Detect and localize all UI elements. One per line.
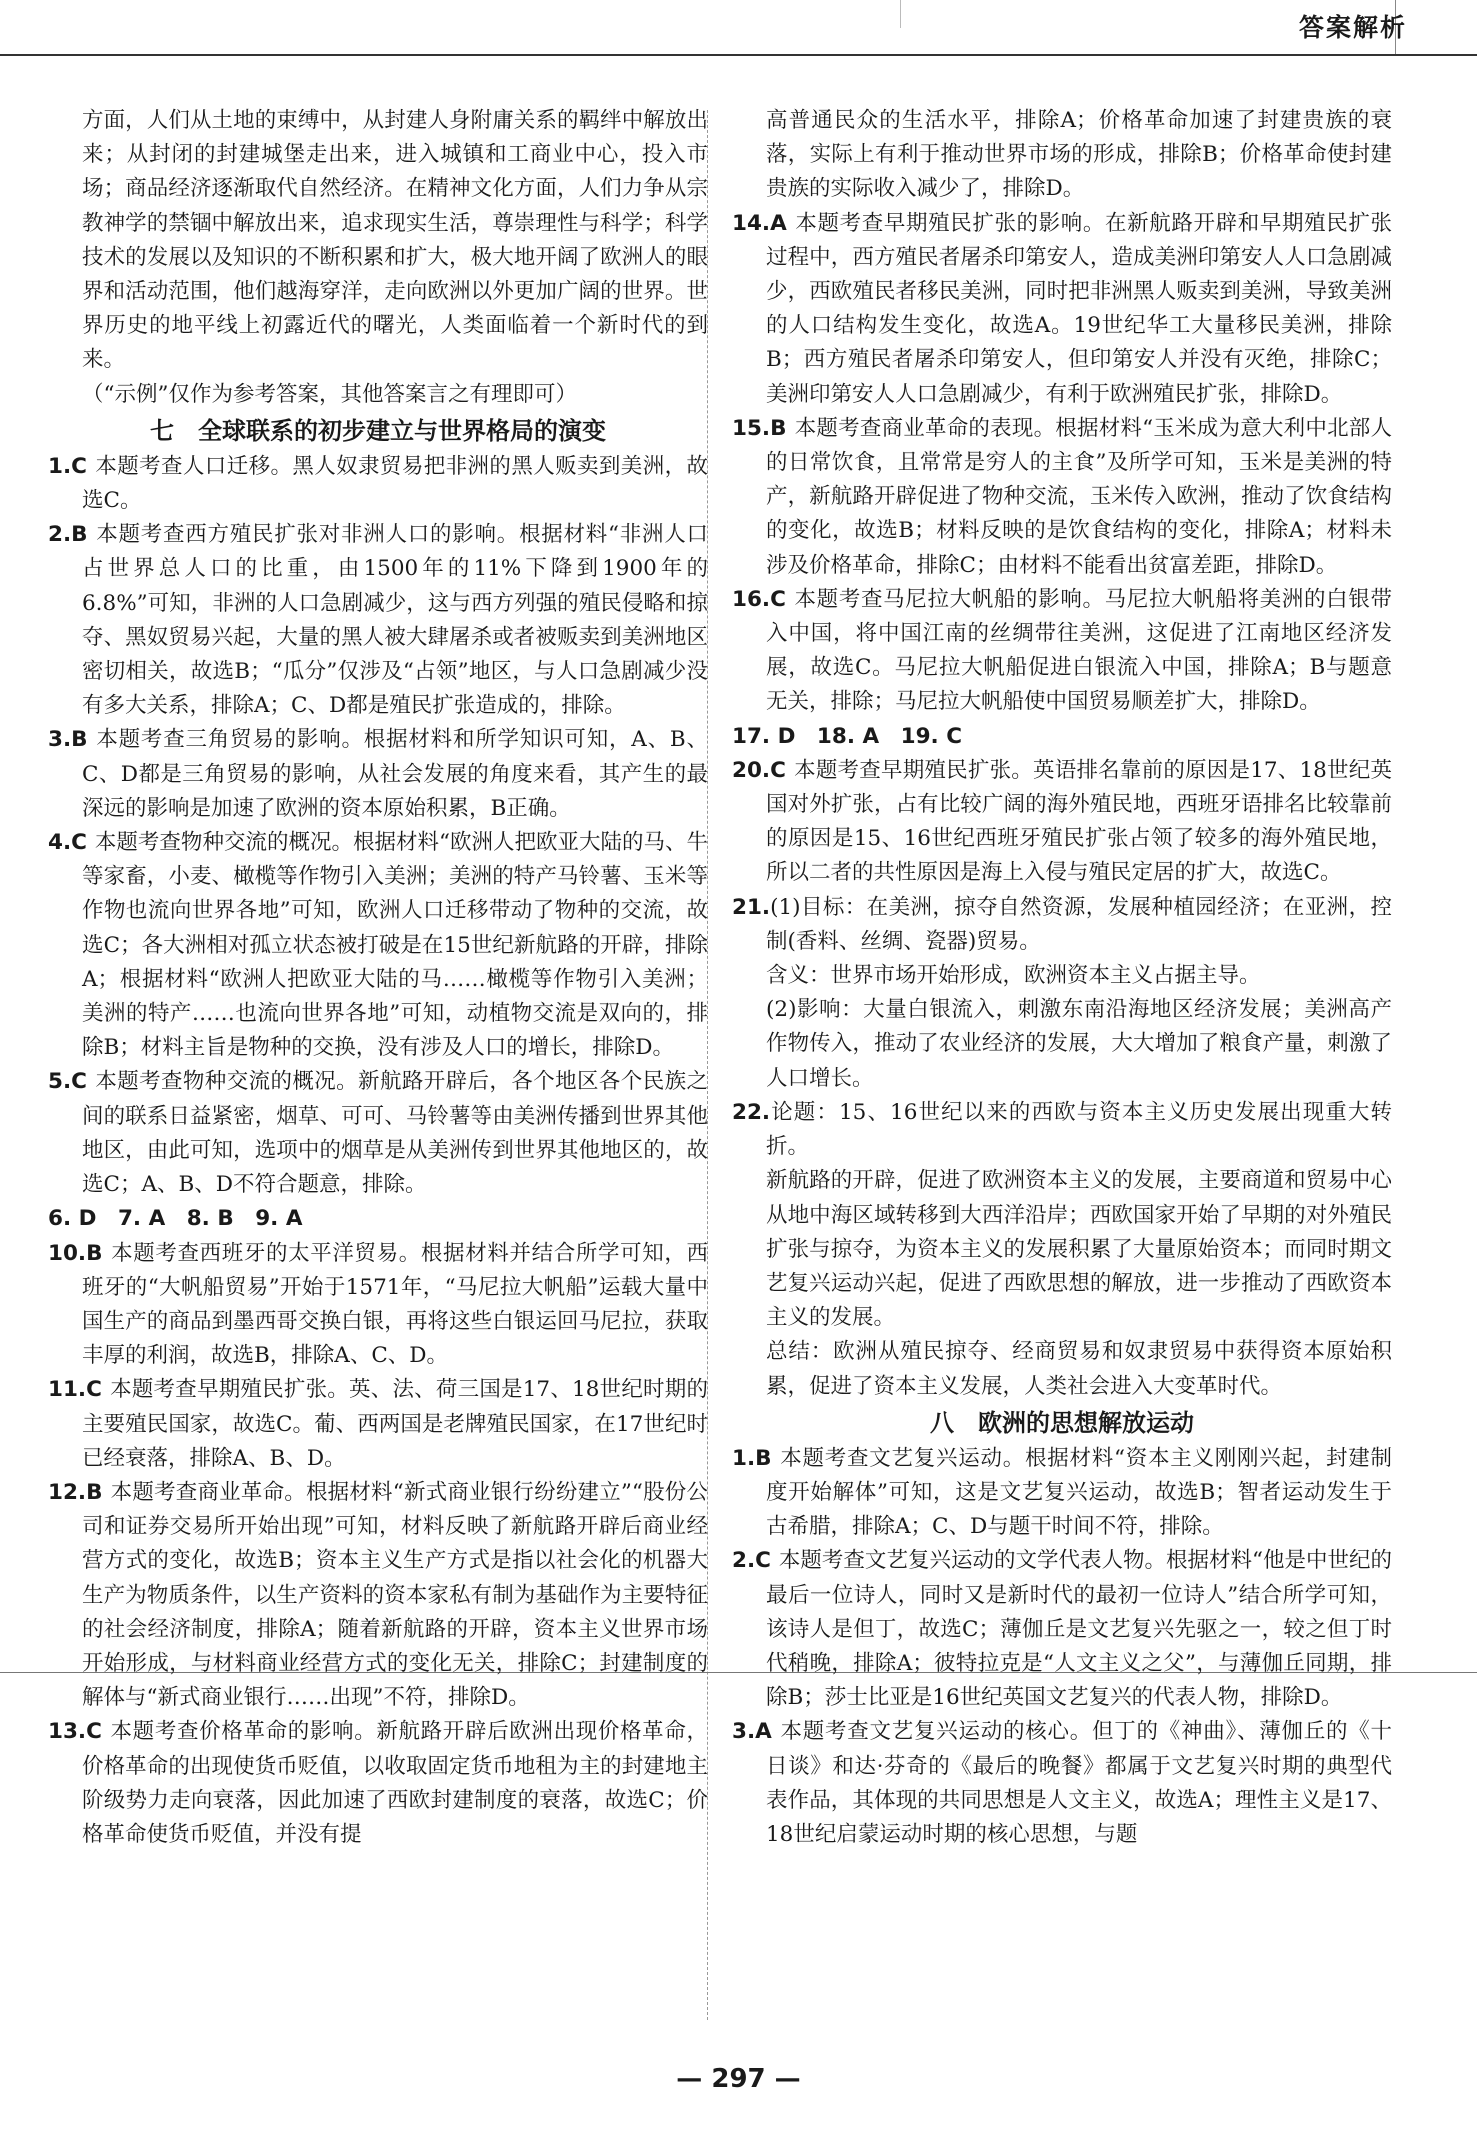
item-number: 2. <box>48 522 72 548</box>
answer-item <box>732 1544 1392 1715</box>
answer-item <box>48 518 708 723</box>
item-answer: A <box>770 210 787 236</box>
item-number: 1. <box>732 1445 756 1471</box>
item-number: 15. <box>732 415 771 441</box>
item-number: 11. <box>48 1377 87 1403</box>
item-number: 14. <box>732 210 771 236</box>
item-subtext: (2)影响：大量白银流入，刺激东南沿海地区经济发展；美洲高产作物传入，推动了农业经济的发展，大大增加了粮食产量，刺激了人口增长。 <box>766 997 1392 1091</box>
item-explanation: 本题考查物种交流的概况。根据材料“欧洲人把欧亚大陆的马、牛等家畜，小麦、橄榄等作物引入美洲；美洲的特产马铃薯、玉米等作物也流向世界各地”可知，欧洲人口迁移带动了物种的交流，故选C；各大洲相对孤立状态被打破是在15世纪新航路的开辟，排除A；根据材料“欧洲人把欧亚大陆的马……橄榄等作物引入美洲；美洲的特产……也流向世界各地”可知，动植物交流是双向的，排除B；材料主旨是物种的交换，没有涉及人口的增长，排除D。 <box>82 830 708 1061</box>
item-explanation: 本题考查西班牙的太平洋贸易。根据材料并结合所学可知，西班牙的“大帆船贸易”开始于1571年，“马尼拉大帆船”运载大量中国生产的商品到墨西哥交换白银，再将这些白银运回马尼拉，获取丰厚的利润，故选B，排除A、C、D。 <box>82 1240 708 1369</box>
page-number: — 297 — <box>676 2064 801 2094</box>
item-number: 12. <box>48 1479 87 1505</box>
header-rule <box>0 54 1477 56</box>
item-subtext: 含义：世界市场开始形成，欧洲资本主义占据主导。 <box>766 963 1261 989</box>
continuation-text: 方面，人们从土地的束缚中，从封建人身附庸关系的羁绊中解放出来；从封闭的封建城堡走出来，进入城镇和工商业中心，投入市场；商品经济逐渐取代自然经济。在精神文化方面，人们力争从宗教神学的禁锢中解放出来，追求现实生活，尊崇理性与科学；科学技术的发展以及知识的不断积累和扩大，极大地开阔了欧洲人的眼界和活动范围，他们越海穿洋，走向欧洲以外更加广阔的世界。世界历史的地平线上初露近代的曙光，人类面临着一个新时代的到来。 <box>82 108 708 373</box>
item-number: 3. <box>48 727 72 753</box>
item-explanation: 本题考查马尼拉大帆船的影响。马尼拉大帆船将美洲的白银带入中国，将中国江南的丝绸带往美洲，这促进了江南地区经济发展，故选C。马尼拉大帆船促进白银流入中国，排除A；B与题意无关，排除；马尼拉大帆船使中国贸易顺差扩大，排除D。 <box>766 586 1392 715</box>
answer-item <box>732 1442 1392 1545</box>
header-title: 答案解析 <box>1298 13 1407 42</box>
item-answer: A <box>755 1719 772 1745</box>
section-title: 八 欧洲的思想解放运动 <box>930 1408 1194 1437</box>
item-number: 16. <box>732 586 771 612</box>
answer-item <box>732 207 1392 412</box>
item-answer: C <box>71 1069 87 1095</box>
item-number: 2. <box>732 1548 756 1574</box>
short-answers: 17. D 18. A 19. C <box>732 723 962 749</box>
answer-item <box>48 723 708 826</box>
answer-item <box>732 412 1392 583</box>
answer-item <box>48 826 708 1065</box>
item-explanation: 本题考查物种交流的概况。新航路开辟后，各个地区各个民族之间的联系日益紧密，烟草、可可、马铃薯等由美洲传播到世界其他地区，由此可知，选项中的烟草是从美洲传到世界其他地区的，故选C；A、B、D不符合题意，排除。 <box>82 1069 708 1198</box>
right-column <box>732 104 1392 1852</box>
page-header <box>0 0 1477 60</box>
item-explanation: 本题考查商业革命的表现。根据材料“玉米成为意大利中北部人的日常饮食，且常常是穷人的主食”及所学可知，玉米是美洲的特产，新航路开辟促进了物种交流，玉米传入欧洲，推动了饮食结构的变化，故选B；材料反映的是饮食结构的变化，排除A；材料未涉及价格革命，排除C；由材料不能看出贫富差距，排除D。 <box>766 415 1392 578</box>
short-answers: 6. D 7. A 8. B 9. A <box>48 1206 303 1232</box>
item-explanation: 本题考查文艺复兴运动。根据材料“资本主义刚刚兴起，封建制度开始解体”可知，这是文艺复兴运动，故选B；智者运动发生于古希腊，排除A；C、D与题干时间不符，排除。 <box>766 1445 1392 1540</box>
item-subtext: 新航路的开辟，促进了欧洲资本主义的发展，主要商道和贸易中心从地中海区域转移到大西洋沿岸；西欧国家开始了早期的对外殖民扩张与掠夺，为资本主义的发展积累了大量原始资本；而同时期文艺复兴运动兴起，促进了西欧思想的解放，进一步推动了西欧资本主义的发展。 <box>766 1168 1392 1331</box>
item-answer: C <box>755 1548 771 1574</box>
answer-item <box>732 1715 1392 1852</box>
item-answer: C <box>86 1377 102 1403</box>
answer-item <box>48 1373 708 1476</box>
answer-item <box>732 891 1392 959</box>
item-explanation: 本题考查早期殖民扩张的影响。在新航路开辟和早期殖民扩张过程中，西方殖民者屠杀印第安人，造成美洲印第安人人口急剧减少，西欧殖民者移民美洲，同时把非洲黑人贩卖到美洲，导致美洲的人口结构发生变化，故选A。19世纪华工大量移民美洲，排除B；西方殖民者屠杀印第安人，但印第安人并没有灭绝，排除C；美洲印第安人人口急剧减少，有利于欧洲殖民扩张，排除D。 <box>766 210 1392 407</box>
item-number: 3. <box>732 1719 756 1745</box>
answer-item <box>48 450 708 518</box>
item-answer: B <box>770 415 787 441</box>
answer-item <box>732 754 1392 891</box>
item-number: 20. <box>732 757 771 783</box>
item-explanation: 本题考查三角贸易的影响。根据材料和所学知识可知，A、B、C、D都是三角贸易的影响，从社会发展的角度来看，其产生的最深远的影响是加速了欧洲的资本原始积累，B正确。 <box>82 727 708 821</box>
item-number: 13. <box>48 1719 87 1745</box>
item-number: 5. <box>48 1069 72 1095</box>
item-answer: C <box>71 830 87 856</box>
answer-item <box>48 1065 708 1202</box>
item-thesis: 论题：15、16世纪以来的西欧与资本主义历史发展出现重大转折。 <box>766 1099 1392 1160</box>
item-number: 1. <box>48 453 72 479</box>
answer-item <box>48 1237 708 1374</box>
item-explanation: 本题考查西方殖民扩张对非洲人口的影响。根据材料“非洲人口占世界总人口的比重，由1500年的11%下降到1900年的6.8%”可知，非洲的人口急剧减少，这与西方列强的殖民侵略和掠夺、黑奴贸易兴起，大量的黑人被大肆屠杀或者被贩卖到美洲地区密切相关，故选B；“瓜分”仅涉及“占领”地区，与人口急剧减少没有多大关系，排除A；C、D都是殖民扩张造成的，排除。 <box>82 522 708 719</box>
item-part: (1)目标：在美洲，掠夺自然资源，发展种植园经济；在亚洲，控制(香料、丝绸、瓷器)贸易。 <box>766 894 1392 954</box>
item-number: 22. <box>732 1099 771 1125</box>
item-explanation: 本题考查价格革命的影响。新航路开辟后欧洲出现价格革命，价格革命的出现使货币贬值，以收取固定货币地租为主的封建地主阶级势力走向衰落，因此加速了西欧封建制度的衰落，故选C；价格革命使货币贬值，并没有提 <box>82 1719 708 1847</box>
answer-item <box>732 583 1392 720</box>
item-subtext: 总结：欧洲从殖民掠夺、经商贸易和奴隶贸易中获得资本原始积累，促进了资本主义发展，人类社会进入大变革时代。 <box>766 1339 1392 1399</box>
item-answer: B <box>755 1445 772 1471</box>
answer-item <box>48 1476 708 1715</box>
item-answer: C <box>770 757 786 783</box>
item-answer: B <box>71 522 88 548</box>
item-answer: C <box>770 586 786 612</box>
item-answer: B <box>86 1479 103 1505</box>
item-answer: C <box>86 1719 102 1745</box>
note-text: （“示例”仅作为参考答案，其他答案言之有理即可） <box>82 381 577 407</box>
item-explanation: 本题考查文艺复兴运动的文学代表人物。根据材料“他是中世纪的最后一位诗人，同时又是新时代的最初一位诗人”结合所学可知，该诗人是但丁，故选C；薄伽丘是文艺复兴先驱之一，较之但丁时代稍晚，排除A；彼特拉克是“人文主义之父”，与薄伽丘同期，排除B；莎士比亚是16世纪英国文艺复兴的代表人物，排除D。 <box>766 1548 1392 1711</box>
item-explanation: 本题考查早期殖民扩张。英语排名靠前的原因是17、18世纪英国对外扩张，占有比较广阔的海外殖民地，西班牙语排名比较靠前的原因是15、16世纪西班牙殖民扩张占领了较多的海外殖民地，所以二者的共性原因是海上入侵与殖民定居的扩大，故选C。 <box>766 757 1392 886</box>
section-title: 七 全球联系的初步建立与世界格局的演变 <box>150 416 606 445</box>
left-column <box>48 104 708 1852</box>
item-explanation: 本题考查人口迁移。黑人奴隶贸易把非洲的黑人贩卖到美洲，故选C。 <box>82 453 708 514</box>
item-number: 4. <box>48 830 72 856</box>
item-answer: C <box>71 453 87 479</box>
item-number: 10. <box>48 1240 87 1266</box>
item-number: 21. <box>732 894 771 920</box>
answer-item <box>48 1715 708 1852</box>
item-explanation: 本题考查商业革命。根据材料“新式商业银行纷纷建立”“股份公司和证券交易所开始出现”可知，材料反映了新航路开辟后商业经营方式的变化，故选B；资本主义生产方式是指以社会化的机器大生产为物质条件，以生产资料的资本家私有制为基础作为主要特征的社会经济制度，排除A；随着新航路的开辟，资本主义世界市场开始形成，与材料商业经营方式的变化无关，排除C；封建制度的解体与“新式商业银行……出现”不符，排除D。 <box>82 1479 708 1711</box>
item-explanation: 本题考查文艺复兴运动的核心。但丁的《神曲》、薄伽丘的《十日谈》和达·芬奇的《最后的晚餐》都属于文艺复兴时期的典型代表作品，其体现的共同思想是人文主义，故选A；理性主义是17、18世纪启蒙运动时期的核心思想，与题 <box>766 1719 1392 1847</box>
item-answer: B <box>86 1240 103 1266</box>
item-explanation: 本题考查早期殖民扩张。英、法、荷三国是17、18世纪时期的主要殖民国家，故选C。葡、西两国是老牌殖民国家，在17世纪时已经衰落，排除A、B、D。 <box>82 1377 708 1471</box>
continuation-text: 高普通民众的生活水平，排除A；价格革命加速了封建贵族的衰落，实际上有利于推动世界市场的形成，排除B；价格革命使封建贵族的实际收入减少了，排除D。 <box>766 108 1392 202</box>
item-answer: B <box>71 727 88 753</box>
answer-item <box>732 1096 1392 1164</box>
header-divider <box>900 0 901 28</box>
